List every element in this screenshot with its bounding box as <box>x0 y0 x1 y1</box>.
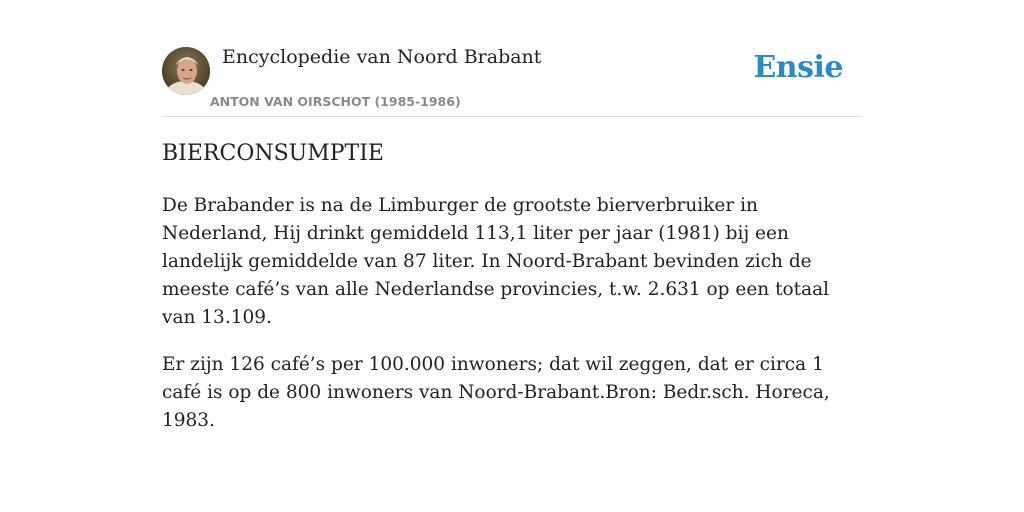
page-title: BIERCONSUMPTIE <box>162 141 384 166</box>
article-header <box>162 0 862 117</box>
source-title[interactable]: Encyclopedie van Noord Brabant <box>222 46 542 68</box>
article-paragraph: De Brabander is na de Limburger de grootste bierverbruiker in Nederland, Hij drinkt gemiddeld 113,1 liter per jaar (1981) bij een landelijk gemiddelde van 87 liter. In Noord-Brabant bevinden zich de meeste café’s van alle Nederlandse provincies, t.w. 2.631 op een totaal van 13.109. <box>162 195 830 328</box>
article-card <box>162 0 862 431</box>
author-name[interactable]: ANTON VAN OIRSCHOT (1985-1986) <box>210 94 461 109</box>
ensie-logo[interactable]: Ensie <box>753 50 843 85</box>
article-paragraph: Er zijn 126 café’s per 100.000 inwoners; dat wil zeggen, dat er circa 1 café is op de 800 inwoners van Noord-Brabant.Bron: Bedr.sch. Horeca, 1983. <box>162 354 830 431</box>
author-avatar[interactable] <box>162 47 210 95</box>
article-body <box>162 192 862 454</box>
author-portrait-icon <box>162 47 210 95</box>
